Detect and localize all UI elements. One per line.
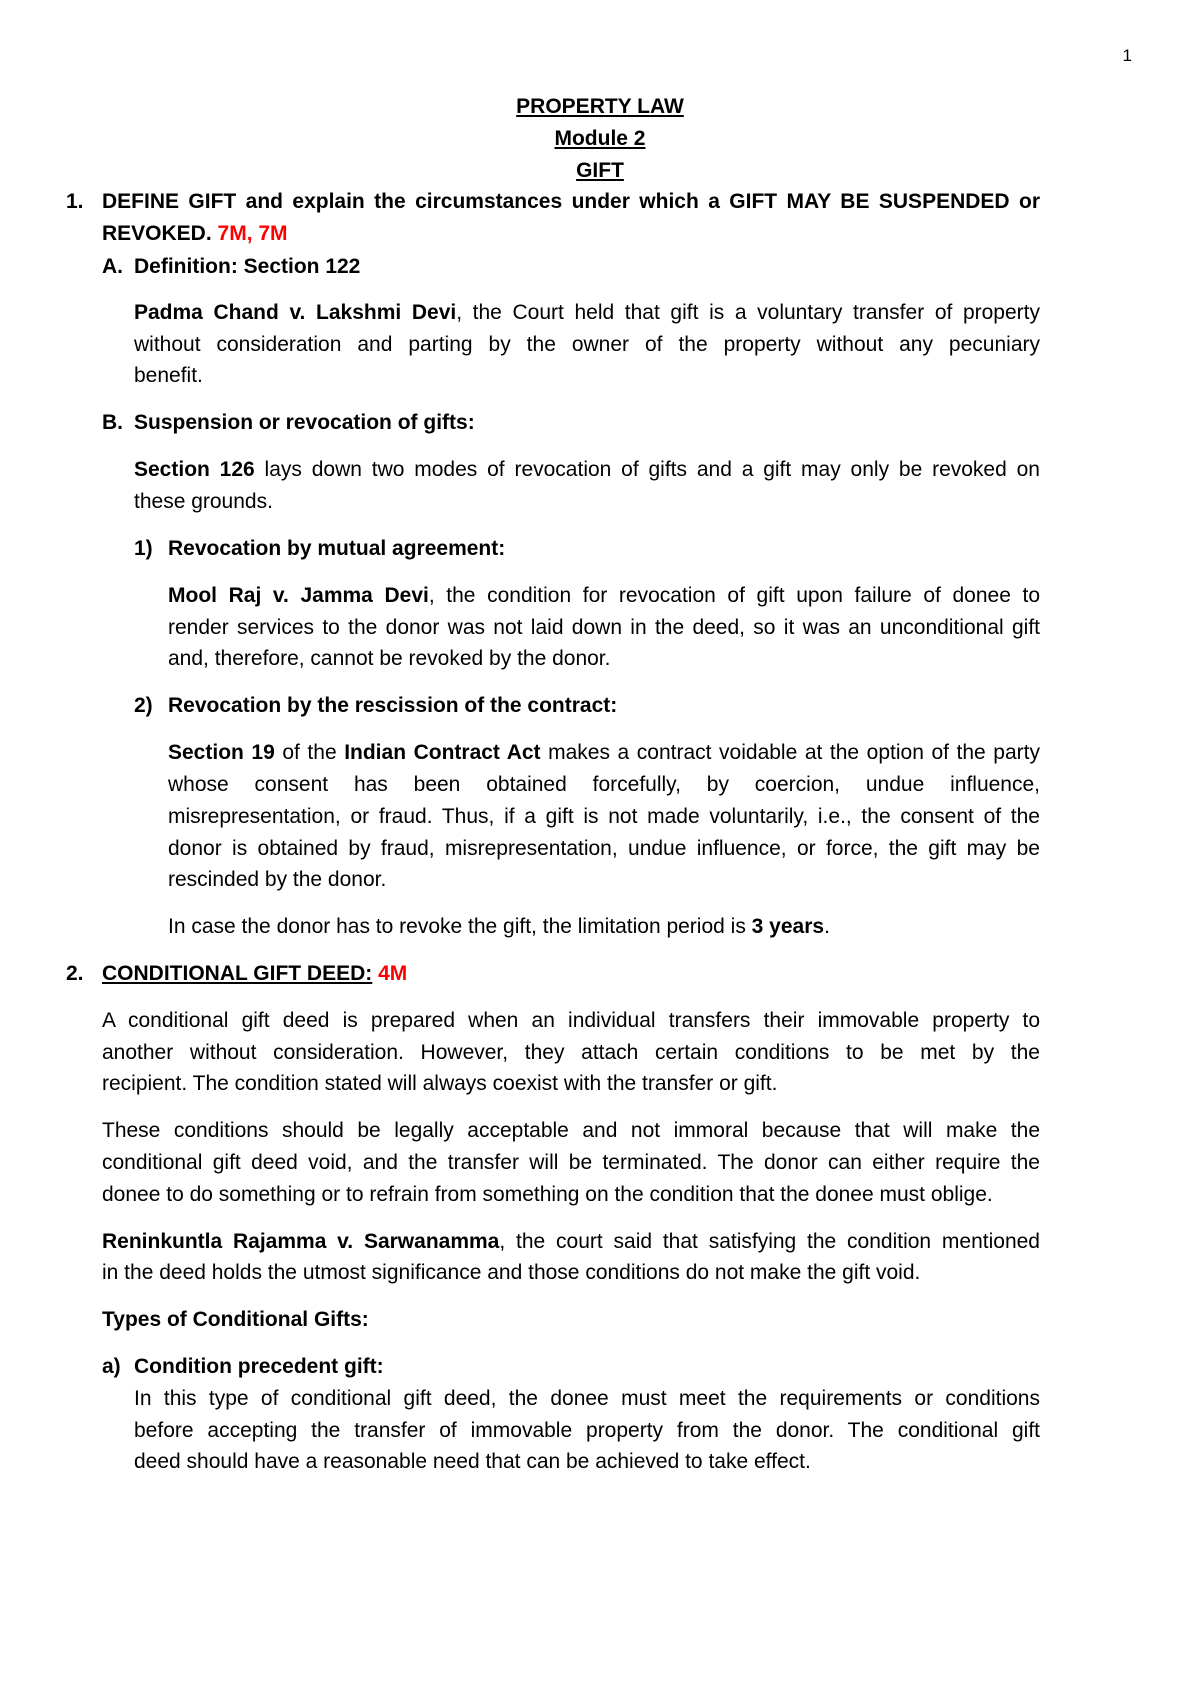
limitation-period: 3 years: [751, 915, 825, 938]
q1-a-text-line: without consideration and parting by the owner of the property without any pecuniary: [134, 333, 1040, 356]
section-ref: Section 126: [134, 458, 255, 481]
point-2-heading: Revocation by the rescission of the contract:: [168, 694, 618, 717]
q1-a-label: A.: [102, 255, 123, 278]
q1-a-text-line: benefit.: [134, 364, 203, 387]
point-1-text-line: render services to the donor was not laid down in the deed, so it was an unconditional gift: [168, 616, 1040, 639]
point-2-text-line: misrepresentation, or fraud. Thus, if a gift is not made voluntarily, i.e., the consent of the: [168, 805, 1040, 828]
q2-paragraph-line: conditional gift deed void, and the transfer will be terminated. The donor can either require the: [102, 1151, 1040, 1174]
q1-b-text-line: Section 126 lays down two modes of revocation of gifts and a gift may only be revoked on: [134, 458, 1040, 481]
q1-revoked: REVOKED.: [102, 222, 212, 245]
q1-b-label: B.: [102, 411, 123, 434]
limitation-line: In case the donor has to revoke the gift, the limitation period is 3 years.: [168, 915, 830, 938]
q2-paragraph-line: These conditions should be legally acceptable and not immoral because that will make the: [102, 1119, 1040, 1142]
q1-b-heading: Suspension or revocation of gifts:: [134, 411, 475, 434]
point-2-text-line: rescinded by the donor.: [168, 868, 387, 891]
q1-number: 1.: [66, 190, 84, 213]
case-name: Mool Raj v. Jamma Devi: [168, 584, 429, 607]
type-a-text-line: In this type of conditional gift deed, the donee must meet the requirements or conditions: [134, 1387, 1040, 1410]
module-heading: Module 2: [554, 127, 646, 150]
q2-heading: CONDITIONAL GIFT DEED:: [102, 962, 373, 985]
q1-question-line: DEFINE GIFT and explain the circumstances under which a GIFT MAY BE SUSPENDED or: [102, 190, 1040, 213]
q2-paragraph-line: recipient. The condition stated will always coexist with the transfer or gift.: [102, 1072, 778, 1095]
q2-paragraph-line: in the deed holds the utmost significance and those conditions do not make the gift void.: [102, 1261, 921, 1284]
type-a-heading: Condition precedent gift:: [134, 1355, 384, 1378]
q1-b-text-line: these grounds.: [134, 490, 273, 513]
case-name: Padma Chand v. Lakshmi Devi: [134, 301, 457, 324]
q2-marks: 4M: [378, 962, 408, 985]
type-a-label: a): [102, 1355, 121, 1378]
q2-paragraph-line: another without consideration. However, they attach certain conditions to be met by the: [102, 1041, 1040, 1064]
point-1-text-line: and, therefore, cannot be revoked by the donor.: [168, 647, 611, 670]
q2-paragraph-line: donee to do something or to refrain from something on the condition that the donee must oblige.: [102, 1183, 993, 1206]
topic-heading: GIFT: [576, 159, 624, 182]
q1-question-line-2: [102, 220, 288, 248]
point-2-text-line: donor is obtained by fraud, misrepresentation, undue influence, or force, the gift may be: [168, 837, 1040, 860]
document-title: PROPERTY LAW: [516, 95, 684, 118]
q2-number: 2.: [66, 962, 84, 985]
q1-marks: 7M, 7M: [217, 222, 288, 245]
type-a-text-line: before accepting the transfer of immovable property from the donor. The conditional gift: [134, 1419, 1040, 1442]
page-number: 1: [1122, 46, 1132, 65]
q1-a-text-line: Padma Chand v. Lakshmi Devi, the Court held that gift is a voluntary transfer of property: [134, 301, 1040, 324]
point-2-label: 2): [134, 694, 153, 717]
q2-paragraph-line: A conditional gift deed is prepared when an individual transfers their immovable property to: [102, 1009, 1040, 1032]
point-2-text-line: whose consent has been obtained forcefully, by coercion, undue influence,: [168, 773, 1040, 796]
point-2-text-line: Section 19 of the Indian Contract Act makes a contract voidable at the option of the party: [168, 741, 1040, 764]
q2-paragraph-line: Reninkuntla Rajamma v. Sarwanamma, the court said that satisfying the condition mentioned: [102, 1230, 1040, 1253]
point-1-label: 1): [134, 537, 153, 560]
case-name: Reninkuntla Rajamma v. Sarwanamma: [102, 1230, 500, 1253]
section-ref: Section 19: [168, 741, 275, 764]
point-1-text-line: Mool Raj v. Jamma Devi, the condition for revocation of gift upon failure of donee to: [168, 584, 1040, 607]
q1-a-heading: Definition: Section 122: [134, 255, 361, 278]
type-a-text-line: deed should have a reasonable need that can be achieved to take effect.: [134, 1450, 811, 1473]
act-name: Indian Contract Act: [344, 741, 541, 764]
types-heading: Types of Conditional Gifts:: [102, 1308, 369, 1331]
q2-heading-line: [102, 960, 407, 988]
point-1-heading: Revocation by mutual agreement:: [168, 537, 506, 560]
